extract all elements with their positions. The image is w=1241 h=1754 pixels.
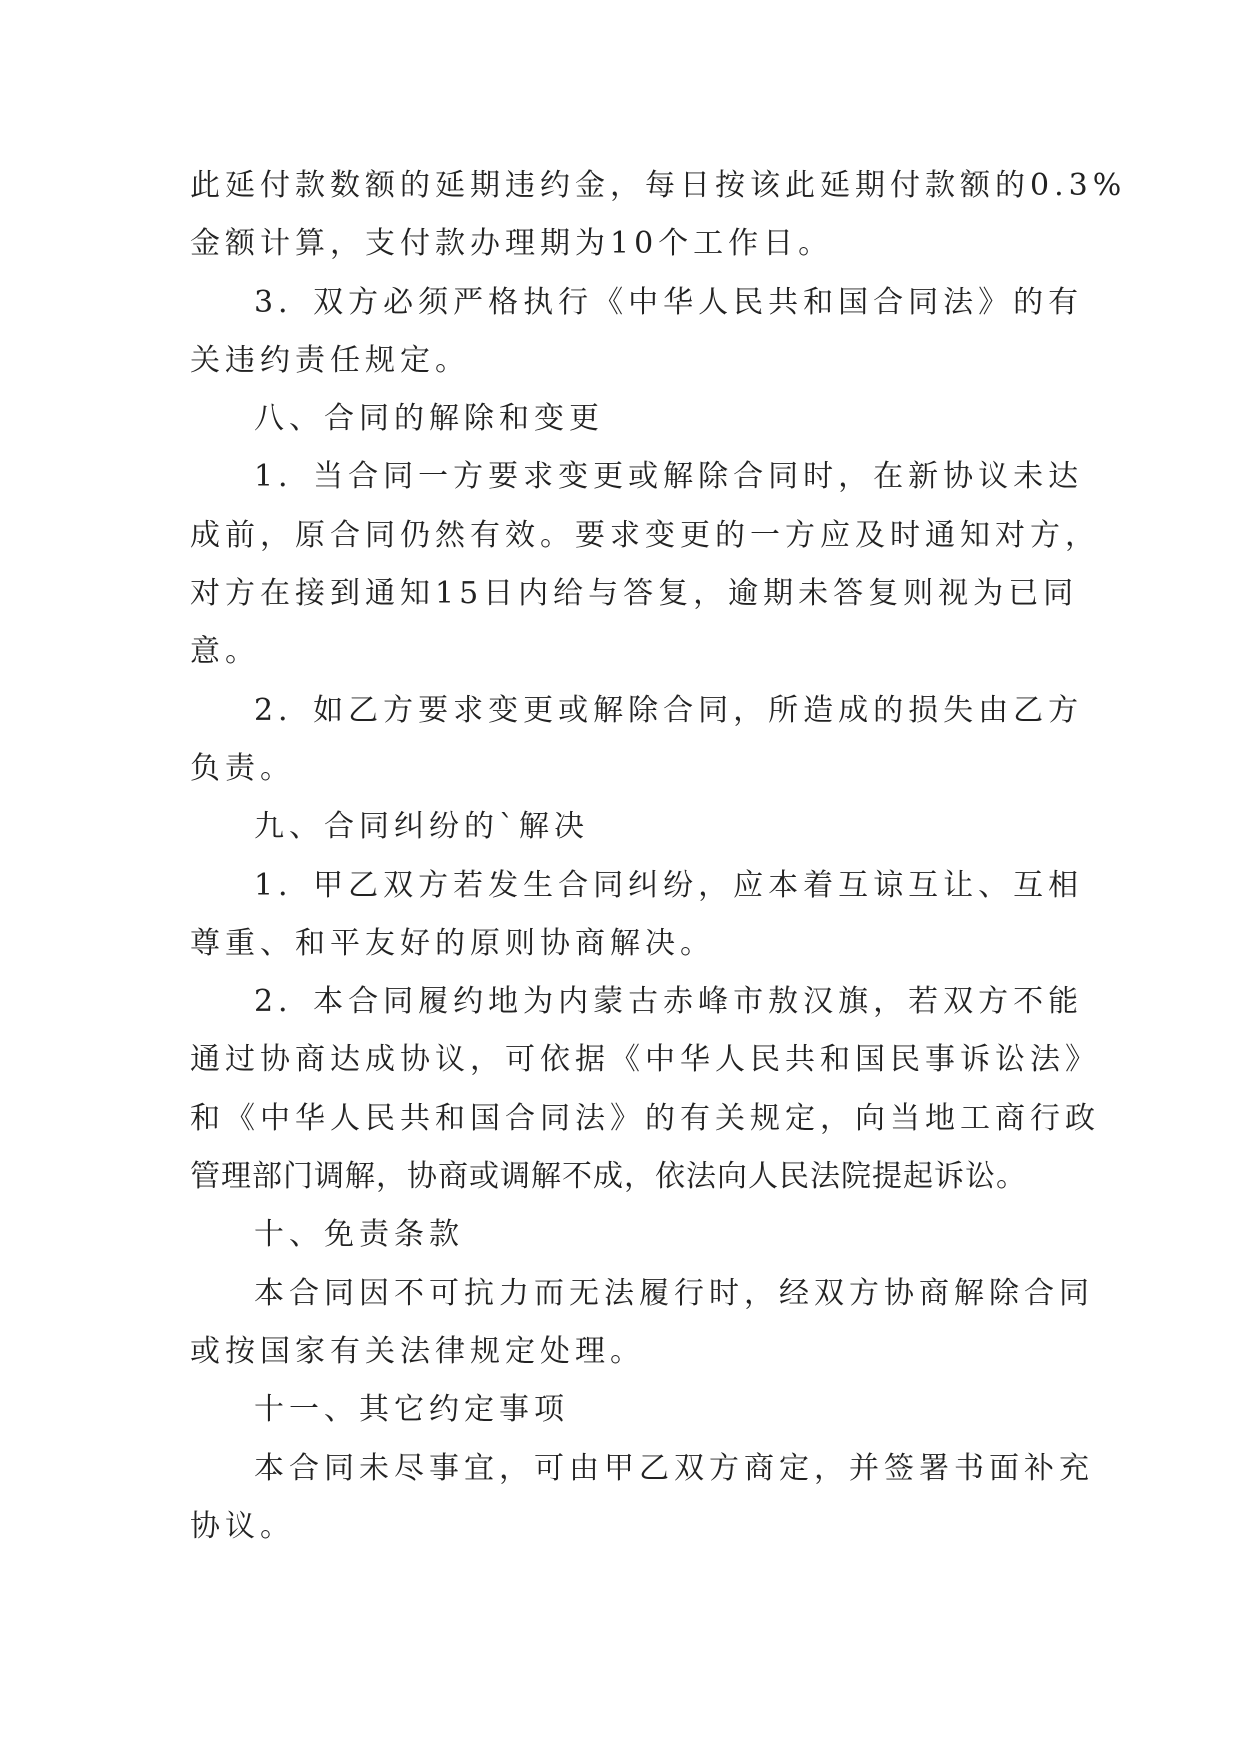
section-heading: 八、合同的解除和变更: [254, 401, 604, 437]
text-line: 关违约责任规定。: [190, 342, 470, 378]
paragraph-start: 2．如乙方要求变更或解除合同，所造成的损失由乙方: [254, 692, 1084, 728]
text-line: 管理部门调解，协商或调解不成，依法向人民法院提起诉讼。: [190, 1159, 1027, 1195]
text-line: 对方在接到通知15日内给与答复，逾期未答复则视为已同: [190, 576, 1079, 612]
text-line: 尊重、和平友好的原则协商解决。: [190, 925, 715, 961]
paragraph-start: 本合同未尽事宜，可由甲乙双方商定，并签署书面补充: [254, 1450, 1094, 1486]
text-line: 协议。: [190, 1508, 295, 1544]
paragraph-start: 3．双方必须严格执行《中华人民共和国合同法》的有: [254, 284, 1084, 320]
paragraph-start: 本合同因不可抗力而无法履行时，经双方协商解除合同: [254, 1275, 1094, 1311]
section-heading: 九、合同纠纷的`解决: [254, 809, 589, 845]
paragraph-start: 1．甲乙双方若发生合同纠纷，应本着互谅互让、互相: [254, 867, 1084, 903]
paragraph-start: 2．本合同履约地为内蒙古赤峰市敖汉旗，若双方不能: [254, 984, 1084, 1020]
section-heading: 十、免责条款: [254, 1217, 464, 1253]
paragraph-start: 1．当合同一方要求变更或解除合同时，在新协议未达: [254, 459, 1084, 495]
text-line: 通过协商达成协议，可依据《中华人民共和国民事诉讼法》: [190, 1042, 1100, 1078]
text-line: 此延付款数额的延期违约金，每日按该此延期付款额的0.3%: [190, 168, 1127, 203]
document-body: [190, 157, 1127, 1556]
section-heading: 十一、其它约定事项: [254, 1392, 569, 1428]
text-line: 金额计算，支付款办理期为10个工作日。: [190, 226, 834, 262]
text-line: 成前，原合同仍然有效。要求变更的一方应及时通知对方，: [190, 517, 1100, 553]
text-line: 意。: [190, 634, 260, 670]
text-line: 负责。: [190, 750, 295, 786]
text-line: 和《中华人民共和国合同法》的有关规定，向当地工商行政: [190, 1100, 1100, 1136]
text-line: 或按国家有关法律规定处理。: [190, 1333, 645, 1369]
